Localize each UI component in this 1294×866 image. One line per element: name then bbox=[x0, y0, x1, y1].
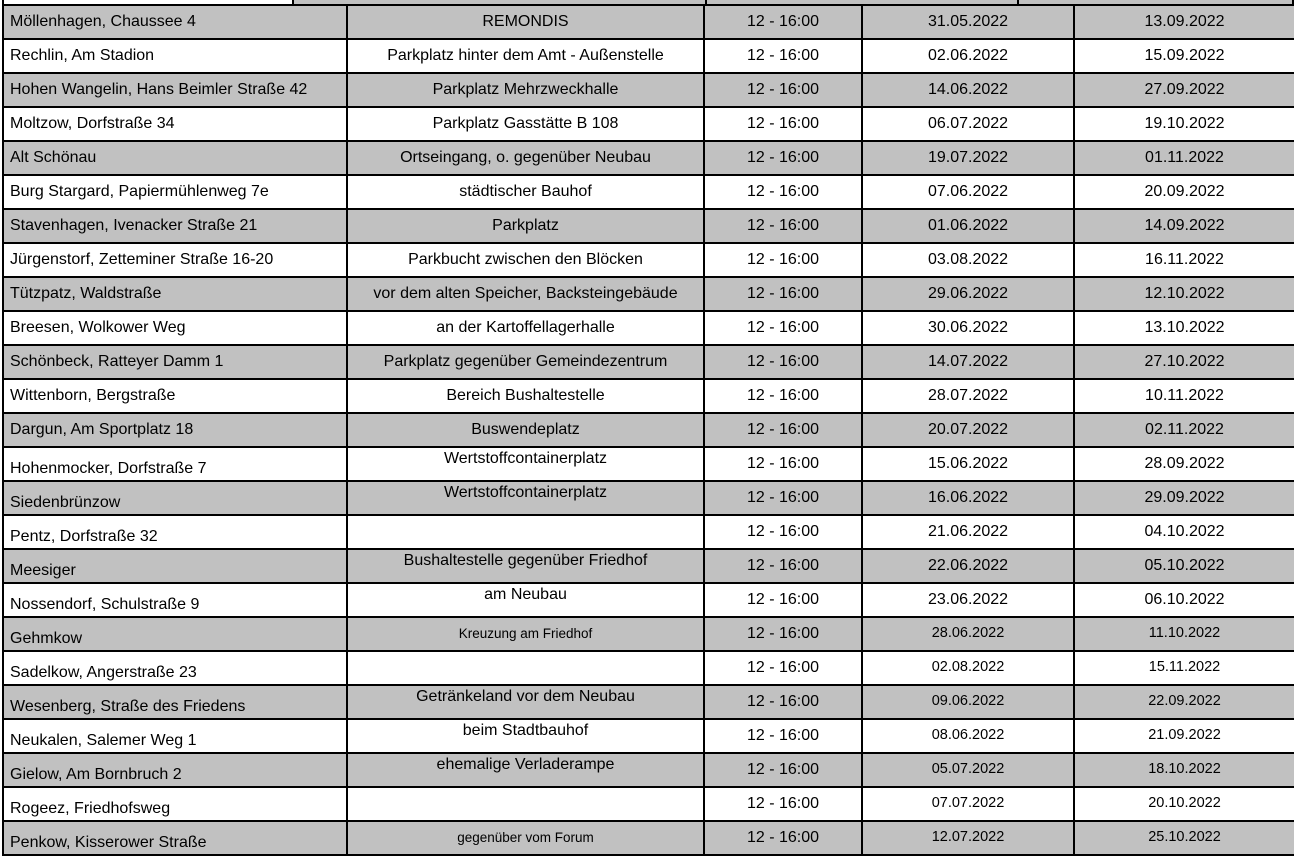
cell-second-date: 06.10.2022 bbox=[1144, 591, 1225, 609]
table-row bbox=[4, 686, 1294, 720]
cell-meeting-point: Wertstoffcontainerplatz bbox=[348, 448, 705, 480]
cell-time: 12 - 16:00 bbox=[705, 448, 863, 480]
table-row bbox=[4, 720, 1294, 754]
table-row bbox=[4, 482, 1294, 516]
cell-first-date: 14.07.2022 bbox=[863, 346, 1075, 378]
cell-location: Tützpatz, Waldstraße bbox=[4, 278, 348, 310]
cell-location: Hohenmocker, Dorfstraße 7 bbox=[4, 448, 348, 480]
cell-time: 12 - 16:00 bbox=[705, 176, 863, 208]
cell-time: 12 - 16:00 bbox=[705, 516, 863, 548]
cell-second-date: 01.11.2022 bbox=[1145, 149, 1224, 167]
collection-schedule-table bbox=[2, 0, 1294, 856]
cell-first-date: 07.06.2022 bbox=[863, 176, 1075, 208]
cell-time: 12 - 16:00 bbox=[705, 414, 863, 446]
cell-meeting-point: beim Stadtbauhof bbox=[348, 720, 705, 752]
cell-second-date: 20.10.2022 bbox=[1148, 795, 1221, 812]
cell-meeting-point: Ortseingang, o. gegenüber Neubau bbox=[348, 142, 705, 174]
cell-location: Hohen Wangelin, Hans Beimler Straße 42 bbox=[4, 74, 348, 106]
cell-location: Siedenbrünzow bbox=[4, 482, 348, 514]
cut-off-cell bbox=[707, 0, 1019, 4]
cell-time: 12 - 16:00 bbox=[705, 6, 863, 38]
cell-first-date: 15.06.2022 bbox=[863, 448, 1075, 480]
cell-first-date: 19.07.2022 bbox=[863, 142, 1075, 174]
cell-time: 12 - 16:00 bbox=[705, 618, 863, 650]
cell-location: Wittenborn, Bergstraße bbox=[4, 380, 348, 412]
cell-first-date: 07.07.2022 bbox=[863, 788, 1075, 820]
cell-location: Rechlin, Am Stadion bbox=[4, 40, 348, 72]
cell-second-date: 05.10.2022 bbox=[1144, 557, 1225, 575]
cell-second-date: 21.09.2022 bbox=[1148, 727, 1221, 744]
cell-first-date: 12.07.2022 bbox=[863, 822, 1075, 854]
cell-second-date: 04.10.2022 bbox=[1144, 523, 1225, 541]
cell-meeting-point: am Neubau bbox=[348, 584, 705, 616]
cell-location: Schönbeck, Ratteyer Damm 1 bbox=[4, 346, 348, 378]
cell-meeting-point bbox=[348, 516, 705, 548]
cell-second-date: 20.09.2022 bbox=[1144, 183, 1225, 201]
table-row bbox=[4, 312, 1294, 346]
cell-location: Breesen, Wolkower Weg bbox=[4, 312, 348, 344]
cell-first-date: 16.06.2022 bbox=[863, 482, 1075, 514]
cell-time: 12 - 16:00 bbox=[705, 108, 863, 140]
cell-time: 12 - 16:00 bbox=[705, 584, 863, 616]
cell-location: Gehmkow bbox=[4, 618, 348, 650]
cell-location: Nossendorf, Schulstraße 9 bbox=[4, 584, 348, 616]
cell-time: 12 - 16:00 bbox=[705, 278, 863, 310]
cell-first-date: 30.06.2022 bbox=[863, 312, 1075, 344]
cell-location: Gielow, Am Bornbruch 2 bbox=[4, 754, 348, 786]
cell-meeting-point: Parkplatz Gasstätte B 108 bbox=[348, 108, 705, 140]
cell-first-date: 21.06.2022 bbox=[863, 516, 1075, 548]
cell-first-date: 01.06.2022 bbox=[863, 210, 1075, 242]
cell-time: 12 - 16:00 bbox=[705, 210, 863, 242]
cell-second-date: 18.10.2022 bbox=[1148, 761, 1221, 778]
cell-first-date: 28.07.2022 bbox=[863, 380, 1075, 412]
cell-second-date: 19.10.2022 bbox=[1144, 115, 1225, 133]
cell-first-date: 08.06.2022 bbox=[863, 720, 1075, 752]
cell-meeting-point: REMONDIS bbox=[348, 6, 705, 38]
cell-meeting-point bbox=[348, 788, 705, 820]
cell-second-date: 02.11.2022 bbox=[1145, 421, 1224, 439]
table-row bbox=[4, 142, 1294, 176]
cell-meeting-point: Buswendeplatz bbox=[348, 414, 705, 446]
table-row bbox=[4, 822, 1294, 856]
cell-location: Rogeez, Friedhofsweg bbox=[4, 788, 348, 820]
table-row bbox=[4, 754, 1294, 788]
table-row bbox=[4, 6, 1294, 40]
cut-off-cell bbox=[4, 0, 294, 4]
cell-meeting-point: Parkplatz bbox=[348, 210, 705, 242]
table-row bbox=[4, 550, 1294, 584]
cell-meeting-point: Wertstoffcontainerplatz bbox=[348, 482, 705, 514]
cell-location: Penkow, Kisserower Straße bbox=[4, 822, 348, 854]
cell-second-date: 22.09.2022 bbox=[1148, 693, 1221, 710]
cell-time: 12 - 16:00 bbox=[705, 754, 863, 786]
cell-first-date: 09.06.2022 bbox=[863, 686, 1075, 718]
cell-meeting-point: Bushaltestelle gegenüber Friedhof bbox=[348, 550, 705, 582]
cut-off-cell bbox=[1019, 0, 1294, 4]
cell-second-date: 13.09.2022 bbox=[1144, 13, 1225, 31]
cell-second-date: 29.09.2022 bbox=[1144, 489, 1225, 507]
cell-second-date: 14.09.2022 bbox=[1144, 217, 1225, 235]
cell-second-date: 15.09.2022 bbox=[1144, 47, 1225, 65]
table-row bbox=[4, 584, 1294, 618]
cell-location: Dargun, Am Sportplatz 18 bbox=[4, 414, 348, 446]
cell-meeting-point: an der Kartoffellagerhalle bbox=[348, 312, 705, 344]
cell-location: Jürgenstorf, Zetteminer Straße 16-20 bbox=[4, 244, 348, 276]
cell-second-date: 10.11.2022 bbox=[1145, 387, 1224, 405]
cell-time: 12 - 16:00 bbox=[705, 720, 863, 752]
cell-first-date: 28.06.2022 bbox=[863, 618, 1075, 650]
table-row bbox=[4, 414, 1294, 448]
cell-meeting-point: Bereich Bushaltestelle bbox=[348, 380, 705, 412]
cell-time: 12 - 16:00 bbox=[705, 346, 863, 378]
cell-first-date: 02.08.2022 bbox=[863, 652, 1075, 684]
cell-second-date: 13.10.2022 bbox=[1144, 319, 1225, 337]
cell-location: Moltzow, Dorfstraße 34 bbox=[4, 108, 348, 140]
cell-meeting-point: städtischer Bauhof bbox=[348, 176, 705, 208]
cell-location: Meesiger bbox=[4, 550, 348, 582]
cell-time: 12 - 16:00 bbox=[705, 550, 863, 582]
cell-time: 12 - 16:00 bbox=[705, 142, 863, 174]
table-rows bbox=[4, 6, 1294, 856]
cell-location: Neukalen, Salemer Weg 1 bbox=[4, 720, 348, 752]
table-row bbox=[4, 346, 1294, 380]
table-row bbox=[4, 210, 1294, 244]
cell-first-date: 29.06.2022 bbox=[863, 278, 1075, 310]
cut-off-cell bbox=[294, 0, 707, 4]
cell-second-date: 15.11.2022 bbox=[1148, 659, 1221, 676]
cell-first-date: 14.06.2022 bbox=[863, 74, 1075, 106]
cell-time: 12 - 16:00 bbox=[705, 822, 863, 854]
cell-time: 12 - 16:00 bbox=[705, 74, 863, 106]
cell-location: Burg Stargard, Papiermühlenweg 7e bbox=[4, 176, 348, 208]
cell-first-date: 02.06.2022 bbox=[863, 40, 1075, 72]
cell-time: 12 - 16:00 bbox=[705, 652, 863, 684]
cell-meeting-point bbox=[348, 652, 705, 684]
cell-meeting-point: Kreuzung am Friedhof bbox=[348, 618, 705, 650]
cell-meeting-point: vor dem alten Speicher, Backsteingebäude bbox=[348, 278, 705, 310]
cell-second-date: 11.10.2022 bbox=[1148, 625, 1221, 642]
cell-meeting-point: gegenüber vom Forum bbox=[348, 822, 705, 854]
cell-second-date: 16.11.2022 bbox=[1145, 251, 1224, 269]
cell-first-date: 06.07.2022 bbox=[863, 108, 1075, 140]
cell-second-date: 27.09.2022 bbox=[1144, 81, 1225, 99]
table-row bbox=[4, 176, 1294, 210]
table-row bbox=[4, 516, 1294, 550]
cell-time: 12 - 16:00 bbox=[705, 40, 863, 72]
cell-first-date: 05.07.2022 bbox=[863, 754, 1075, 786]
cell-meeting-point: Parkplatz hinter dem Amt - Außenstelle bbox=[348, 40, 705, 72]
cell-location: Wesenberg, Straße des Friedens bbox=[4, 686, 348, 718]
cell-second-date: 12.10.2022 bbox=[1144, 285, 1225, 303]
cell-time: 12 - 16:00 bbox=[705, 312, 863, 344]
cell-meeting-point: Parkbucht zwischen den Blöcken bbox=[348, 244, 705, 276]
cell-meeting-point: Parkplatz gegenüber Gemeindezentrum bbox=[348, 346, 705, 378]
cell-time: 12 - 16:00 bbox=[705, 380, 863, 412]
cell-location: Sadelkow, Angerstraße 23 bbox=[4, 652, 348, 684]
table-row bbox=[4, 448, 1294, 482]
table-row bbox=[4, 74, 1294, 108]
cell-time: 12 - 16:00 bbox=[705, 244, 863, 276]
cell-meeting-point: Parkplatz Mehrzweckhalle bbox=[348, 74, 705, 106]
cell-time: 12 - 16:00 bbox=[705, 482, 863, 514]
cell-first-date: 03.08.2022 bbox=[863, 244, 1075, 276]
cell-second-date: 28.09.2022 bbox=[1144, 455, 1225, 473]
cell-location: Alt Schönau bbox=[4, 142, 348, 174]
cell-first-date: 31.05.2022 bbox=[863, 6, 1075, 38]
cell-first-date: 22.06.2022 bbox=[863, 550, 1075, 582]
cell-second-date: 27.10.2022 bbox=[1144, 353, 1225, 371]
cell-time: 12 - 16:00 bbox=[705, 686, 863, 718]
cell-meeting-point: Getränkeland vor dem Neubau bbox=[348, 686, 705, 718]
table-row bbox=[4, 40, 1294, 74]
table-row bbox=[4, 278, 1294, 312]
cell-location: Stavenhagen, Ivenacker Straße 21 bbox=[4, 210, 348, 242]
cell-location: Möllenhagen, Chaussee 4 bbox=[4, 6, 348, 38]
cell-first-date: 20.07.2022 bbox=[863, 414, 1075, 446]
table-row bbox=[4, 788, 1294, 822]
table-row bbox=[4, 244, 1294, 278]
table-row bbox=[4, 652, 1294, 686]
cell-time: 12 - 16:00 bbox=[705, 788, 863, 820]
table-row bbox=[4, 380, 1294, 414]
cell-second-date: 25.10.2022 bbox=[1148, 829, 1221, 846]
table-row bbox=[4, 618, 1294, 652]
table-row bbox=[4, 108, 1294, 142]
cell-first-date: 23.06.2022 bbox=[863, 584, 1075, 616]
cell-meeting-point: ehemalige Verladerampe bbox=[348, 754, 705, 786]
cell-location: Pentz, Dorfstraße 32 bbox=[4, 516, 348, 548]
